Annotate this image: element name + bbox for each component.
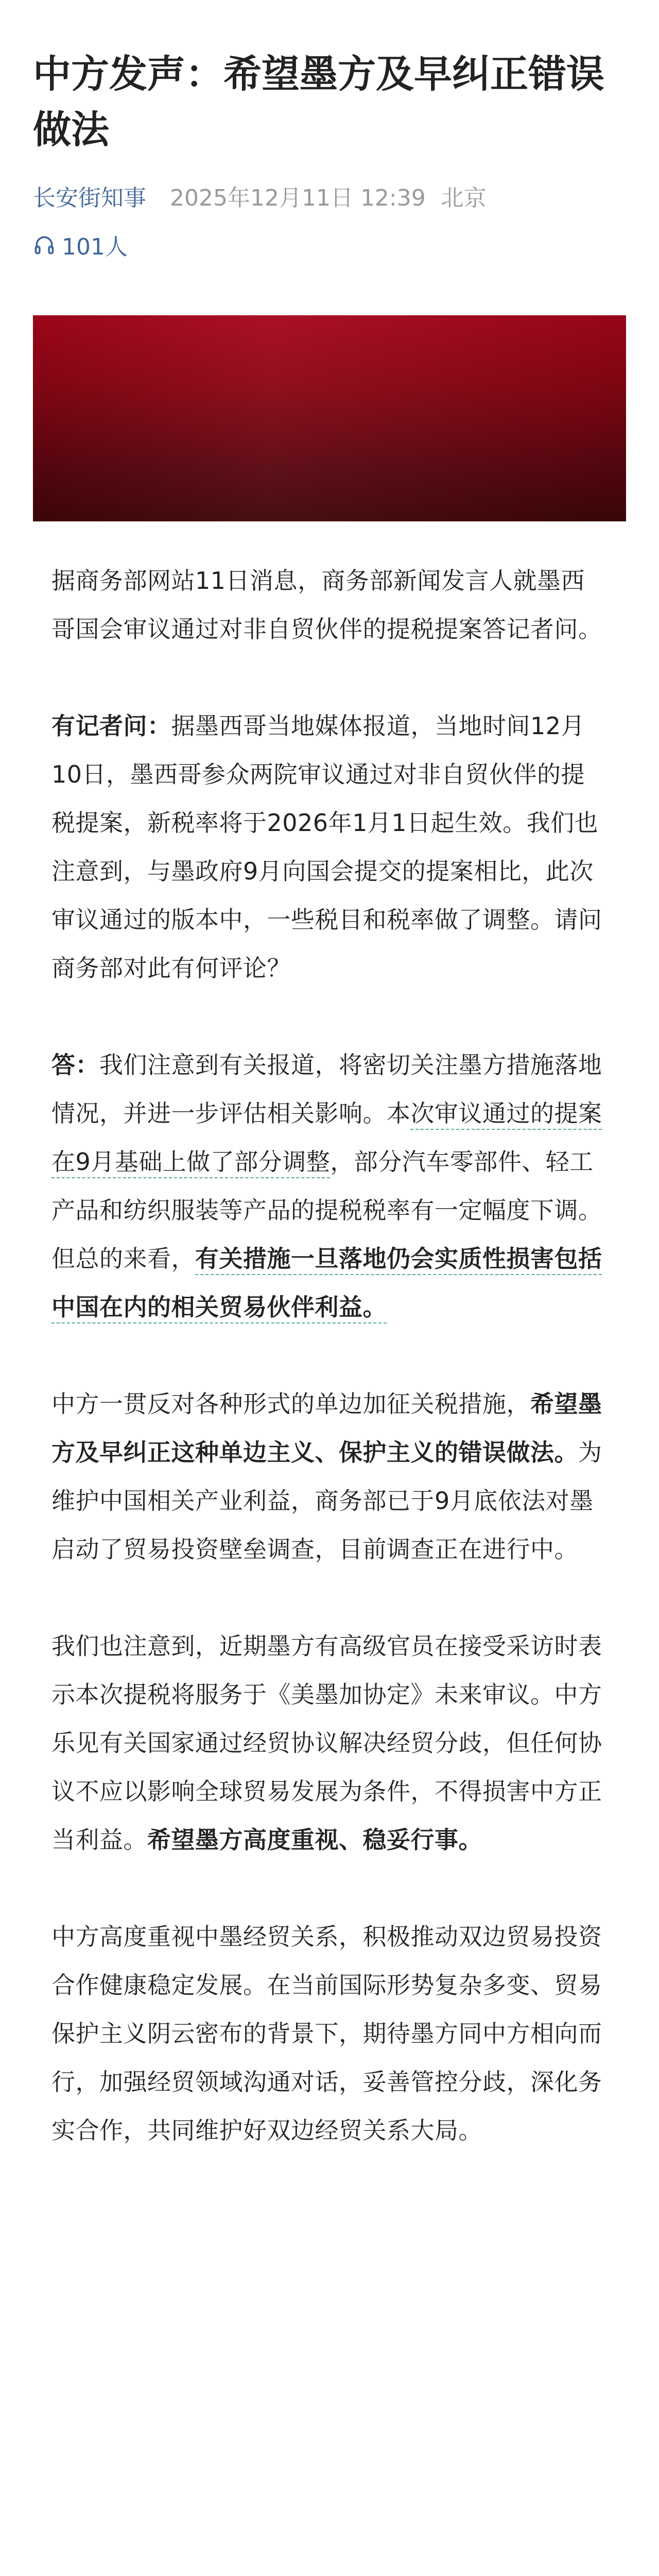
paragraph-usmca xyxy=(51,1622,608,1864)
headphones-icon xyxy=(33,233,56,256)
answer-text-a: 我们注意到有关报道，将密切关注墨方措施落地情况，并进一步评估相关影响。本 xyxy=(51,1051,602,1127)
paragraph-position xyxy=(51,1380,608,1573)
usmca-text: 我们也注意到，近期墨方有高级官员在接受采访时表示本次提税将服务于《美墨加协定》未来审议。中方乐见有关国家通过经贸协议解决经贸分歧，但任何协议不应以影响全球贸易发展为条件，不得损害中方正当利益。 xyxy=(51,1632,602,1854)
article-title: 中方发声：希望墨方及早纠正错误做法 xyxy=(33,52,604,152)
listener-count-text: 101人 xyxy=(62,234,128,260)
paragraph-question xyxy=(51,702,608,992)
answer-label: 答： xyxy=(51,1051,99,1079)
paragraph-relations: 中方高度重视中墨经贸关系，积极推动双边贸易投资合作健康稳定发展。在当前国际形势复杂多变、贸易保护主义阴云密布的背景下，期待墨方同中方相向而行，加强经贸领域沟通对话，妥善管控分歧，深化务实合作，共同维护好双边经贸关系大局。 xyxy=(51,1923,602,2144)
listen-count[interactable] xyxy=(33,227,128,263)
publish-location: 北京 xyxy=(441,185,487,211)
position-text-b: 为维护中国相关产业利益，商务部已于9月底依法对墨启动了贸易投资壁垒调查，目前调查正在进行中。 xyxy=(51,1438,602,1563)
paragraph-answer xyxy=(51,1041,608,1331)
answer-text-bold: 有关措施一旦落地仍会实质性损害包括中国在内的相关贸易伙伴利益。 xyxy=(51,1245,602,1321)
question-label: 有记者问： xyxy=(51,712,171,740)
header-banner-image xyxy=(33,315,626,521)
answer-text-underlined: 次审议通过的提案在9月基础上做了部分调整 xyxy=(51,1099,602,1176)
source-account-link[interactable]: 长安街知事 xyxy=(33,185,146,211)
question-text: 据墨西哥当地媒体报道，当地时间12月10日，墨西哥参众两院审议通过对非自贸伙伴的提税提案，新税率将于2026年1月1日起生效。我们也注意到，与墨政府9月向国会提交的提案相比，此次审议通过的版本中，一些税目和税率做了调整。请问商务部对此有何评论？ xyxy=(51,712,602,982)
article-meta xyxy=(33,175,487,216)
position-text-bold: 希望墨方及早纠正这种单边主义、保护主义的错误做法。 xyxy=(51,1390,602,1466)
usmca-text-bold: 希望墨方高度重视、稳妥行事。 xyxy=(147,1826,482,1854)
article-body xyxy=(51,556,608,2203)
position-text-a: 中方一贯反对各种形式的单边加征关税措施， xyxy=(51,1390,530,1418)
answer-text-b: ，部分汽车零部件、轻工产品和纺织服装等产品的提税税率有一定幅度下调。但总的来看， xyxy=(51,1148,602,1273)
publish-date: 2025年12月11日 12:39 xyxy=(170,185,426,211)
paragraph-intro: 据商务部网站11日消息，商务部新闻发言人就墨西哥国会审议通过对非自贸伙伴的提税提案答记者问。 xyxy=(51,567,602,643)
